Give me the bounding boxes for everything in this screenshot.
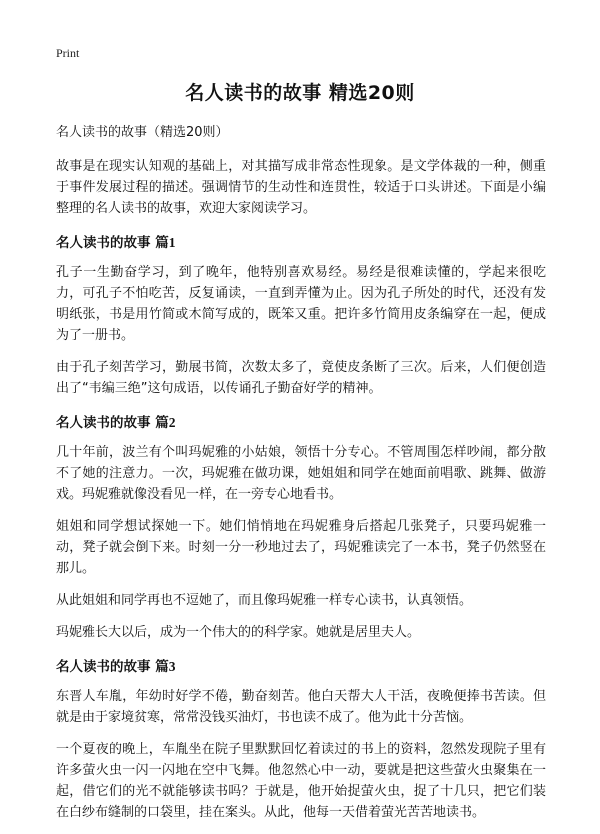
print-link[interactable]: Print <box>56 46 80 60</box>
section-heading-2 <box>56 413 546 433</box>
page-title: 名人读书的故事 精选20则 <box>185 82 415 104</box>
intro-paragraph: 故事是在现实认知观的基础上，对其描写成非常态性现象。是文学体裁的一种，侧重于事件发展过程的描述。强调情节的生动性和连贯性，较适于口头讲述。下面是小编整理的名人读书的故事，欢迎大家阅读学习。 <box>56 159 546 216</box>
paragraph: 姐姐和同学想试探她一下。她们悄悄地在玛妮雅身后搭起几张凳子，只要玛妮雅一动，凳子就会倒下来。时刻一分一秒地过去了，玛妮雅读完了一本书，凳子仍然竖在那儿。 <box>56 519 546 576</box>
section-heading-number: 3 <box>168 659 176 674</box>
article-body <box>56 122 546 834</box>
section-heading-1 <box>56 233 546 253</box>
section-heading-text: 名人读书的故事 篇 <box>56 235 169 251</box>
paragraph: 几十年前，波兰有个叫玛妮雅的小姑娘，领悟十分专心。不管周围怎样吵闹，都分散不了她的注意力。一次，玛妮雅在做功课，她姐姐和同学在她面前唱歌、跳舞、做游戏。玛妮雅就像没看见一样，在一旁专心地看书。 <box>56 445 546 502</box>
paragraph: 玛妮雅长大以后，成为一个伟大的的科学家。她就是居里夫人。 <box>56 625 421 640</box>
paragraph: 东晋人车胤，年幼时好学不倦，勤奋刻苦。他白天帮大人干活，夜晚便捧书苦读。但就是由于家境贫寒，常常没钱买油灯，书也读不成了。他为此十分苦恼。 <box>56 689 546 725</box>
section-heading-number: 1 <box>168 235 176 250</box>
section-heading-3 <box>56 657 546 677</box>
section-heading-number: 2 <box>168 415 176 430</box>
section-heading-text: 名人读书的故事 篇 <box>56 415 169 431</box>
paragraph: 孔子一生勤奋学习，到了晚年，他特别喜欢易经。易经是很难读懂的，学起来很吃力，可孔子不怕吃苦，反复诵读，一直到弄懂为止。因为孔子所处的时代，还没有发明纸张，书是用竹简或木简写成的，既笨又重。把许多竹简用皮条编穿在一起，便成为了一册书。 <box>56 265 546 343</box>
paragraph: 从此姐姐和同学再也不逗她了，而且像玛妮雅一样专心读书，认真领悟。 <box>56 593 473 608</box>
subtitle: 名人读书的故事（精选20则） <box>56 125 229 140</box>
section-heading-text: 名人读书的故事 篇 <box>56 659 169 675</box>
paragraph: 由于孔子刻苦学习，勤展书简，次数太多了，竟使皮条断了三次。后来，人们便创造出了“韦编三绝”这句成语，以传诵孔子勤奋好学的精神。 <box>56 360 546 396</box>
paragraph: 一个夏夜的晚上，车胤坐在院子里默默回忆着读过的书上的资料，忽然发现院子里有许多萤火虫一闪一闪地在空中飞舞。他忽然心中一动，要就是把这些萤火虫聚集在一起，借它们的光不就能够读书吗？于就是，他开始捉萤火虫，捉了十几只，把它们装在白纱布缝制的口袋里，挂在案头。从此，他每一天借着萤光苦苦地读书。 <box>56 742 546 820</box>
